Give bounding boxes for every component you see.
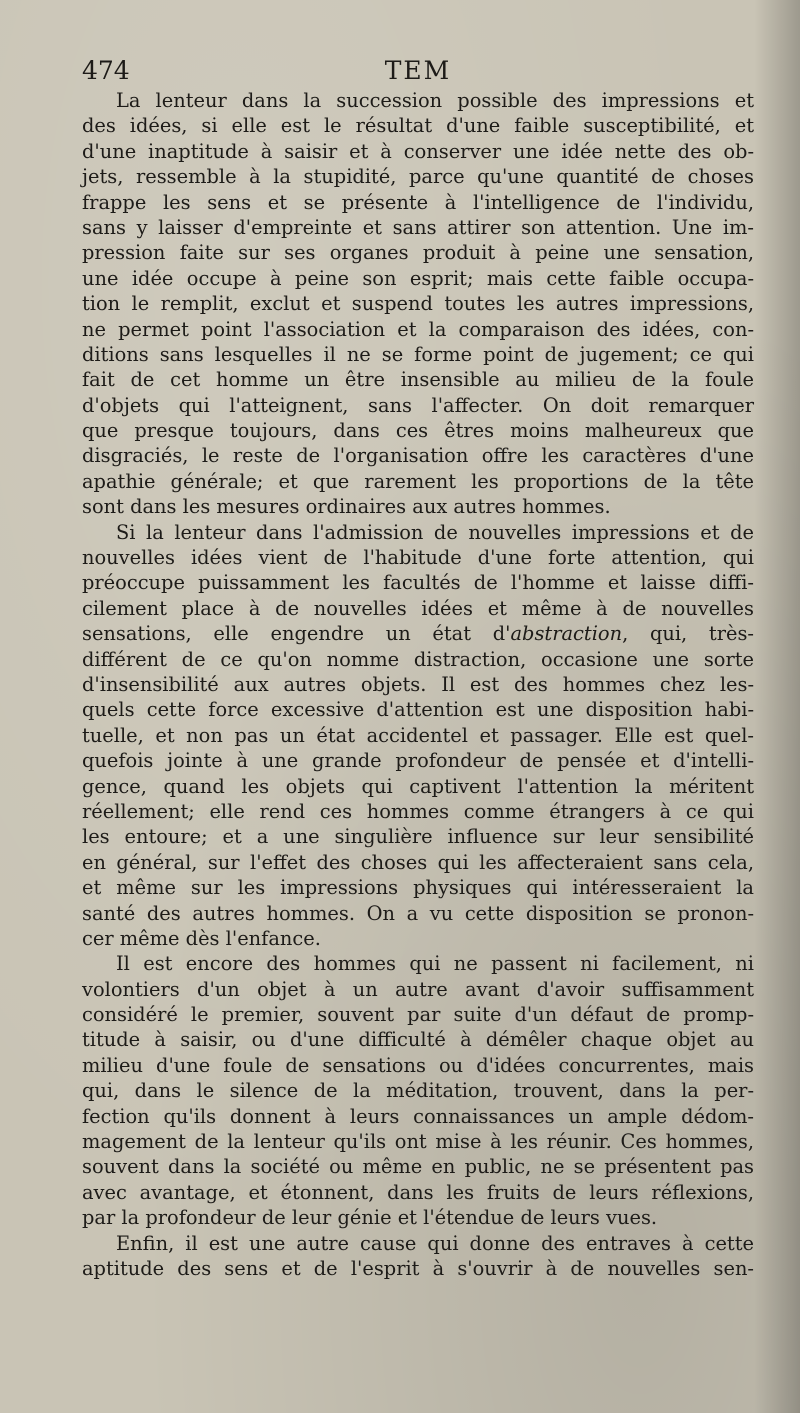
text-line: réellement; elle rend ces hommes comme étrangers à ce qui [82, 799, 754, 823]
text-line: fection qu'ils donnent à leurs connaissances un ample dédom- [82, 1104, 754, 1128]
text-line: cer même dès l'enfance. [82, 926, 321, 950]
text-line: Il est encore des hommes qui ne passent ni facilement, ni [116, 952, 754, 976]
text-line: avec avantage, et étonnent, dans les fruits de leurs réflexions, [82, 1180, 754, 1204]
text-line: par la profondeur de leur génie et l'étendue de leurs vues. [82, 1206, 658, 1230]
text-line: magement de la lenteur qu'ils ont mise à les réunir. Ces hommes, [82, 1130, 754, 1154]
text-line: nouvelles idées vient de l'habitude d'une forte attention, qui [82, 546, 754, 570]
text-line: qui, dans le silence de la méditation, trouvent, dans la per- [82, 1079, 754, 1103]
text-line: gence, quand les objets qui captivent l'attention la méritent [82, 774, 754, 798]
text-line: tion le remplit, exclut et suspend toutes les autres impressions, [82, 292, 754, 316]
text-line: d'insensibilité aux autres objets. Il est des hommes chez les- [82, 672, 754, 696]
text-line: ditions sans lesquelles il ne se forme point de jugement; ce qui [82, 342, 754, 366]
text-line: volontiers d'un objet à un autre avant d'avoir suffisamment [82, 977, 754, 1001]
text-line: disgraciés, le reste de l'organisation offre les caractères d'une [82, 444, 754, 468]
body-text [82, 88, 754, 1281]
page-number: 474 [82, 56, 130, 85]
text-line: santé des autres hommes. On a vu cette disposition se pronon- [82, 901, 754, 925]
text-line: quefois jointe à une grande profondeur de pensée et d'intelli- [82, 749, 754, 773]
text-line: frappe les sens et se présente à l'intelligence de l'individu, [82, 190, 754, 214]
text-line: aptitude des sens et de l'esprit à s'ouvrir à de nouvelles sen- [82, 1256, 754, 1280]
text-line: cilement place à de nouvelles idées et même à de nouvelles [82, 596, 754, 620]
text-line: fait de cet homme un être insensible au milieu de la foule [82, 368, 754, 392]
text-line: jets, ressemble à la stupidité, parce qu'une quantité de choses [82, 165, 754, 189]
text-line: apathie générale; et que rarement les proportions de la tête [82, 469, 754, 493]
text-line: préoccupe puissamment les facultés de l'homme et laisse diffi- [82, 571, 754, 595]
text-line: des idées, si elle est le résultat d'une faible susceptibilité, et [82, 114, 754, 138]
text-line: différent de ce qu'on nomme distraction, occasione une sorte [82, 647, 754, 671]
text-line: souvent dans la société ou même en public, ne se présentent pas [82, 1155, 754, 1179]
text-line: d'une inaptitude à saisir et à conserver une idée nette des ob- [82, 139, 754, 163]
text-line: ne permet point l'association et la comparaison des idées, con- [82, 317, 754, 341]
text-line: Si la lenteur dans l'admission de nouvelles impressions et de [116, 520, 754, 544]
running-head: TEM [384, 56, 452, 85]
text-line: La lenteur dans la succession possible des impressions et [116, 89, 754, 112]
text-line: les entoure; et a une singulière influence sur leur sensibilité [82, 825, 754, 849]
text-line: considéré le premier, souvent par suite d'un défaut de promp- [82, 1003, 754, 1027]
text-line: que presque toujours, dans ces êtres moins malheureux que [82, 419, 754, 443]
text-line: Enfin, il est une autre cause qui donne des entraves à cette [116, 1231, 754, 1255]
text-line: titude à saisir, ou d'une difficulté à démêler chaque objet au [82, 1028, 754, 1052]
text-line: en général, sur l'effet des choses qui les affecteraient sans cela, [82, 850, 754, 874]
text-line: sensations, elle engendre un état d'abstraction, qui, très- [82, 622, 754, 646]
text-line: sont dans les mesures ordinaires aux autres hommes. [82, 495, 611, 519]
italic-term: abstraction [510, 622, 623, 646]
page-edge-shadow [754, 0, 800, 1413]
text-line: pression faite sur ses organes produit à peine une sensation, [82, 241, 754, 265]
text-line: d'objets qui l'atteignent, sans l'affecter. On doit remarquer [82, 393, 754, 417]
text-line: et même sur les impressions physiques qui intéresseraient la [82, 876, 754, 900]
text-line: milieu d'une foule de sensations ou d'idées concurrentes, mais [82, 1053, 754, 1077]
text-line: une idée occupe à peine son esprit; mais cette faible occupa- [82, 266, 754, 290]
page-header [82, 56, 754, 90]
text-line: quels cette force excessive d'attention est une disposition habi- [82, 698, 754, 722]
text-line: sans y laisser d'empreinte et sans attirer son attention. Une im- [82, 215, 754, 239]
text-line: tuelle, et non pas un état accidentel et passager. Elle est quel- [82, 723, 754, 747]
